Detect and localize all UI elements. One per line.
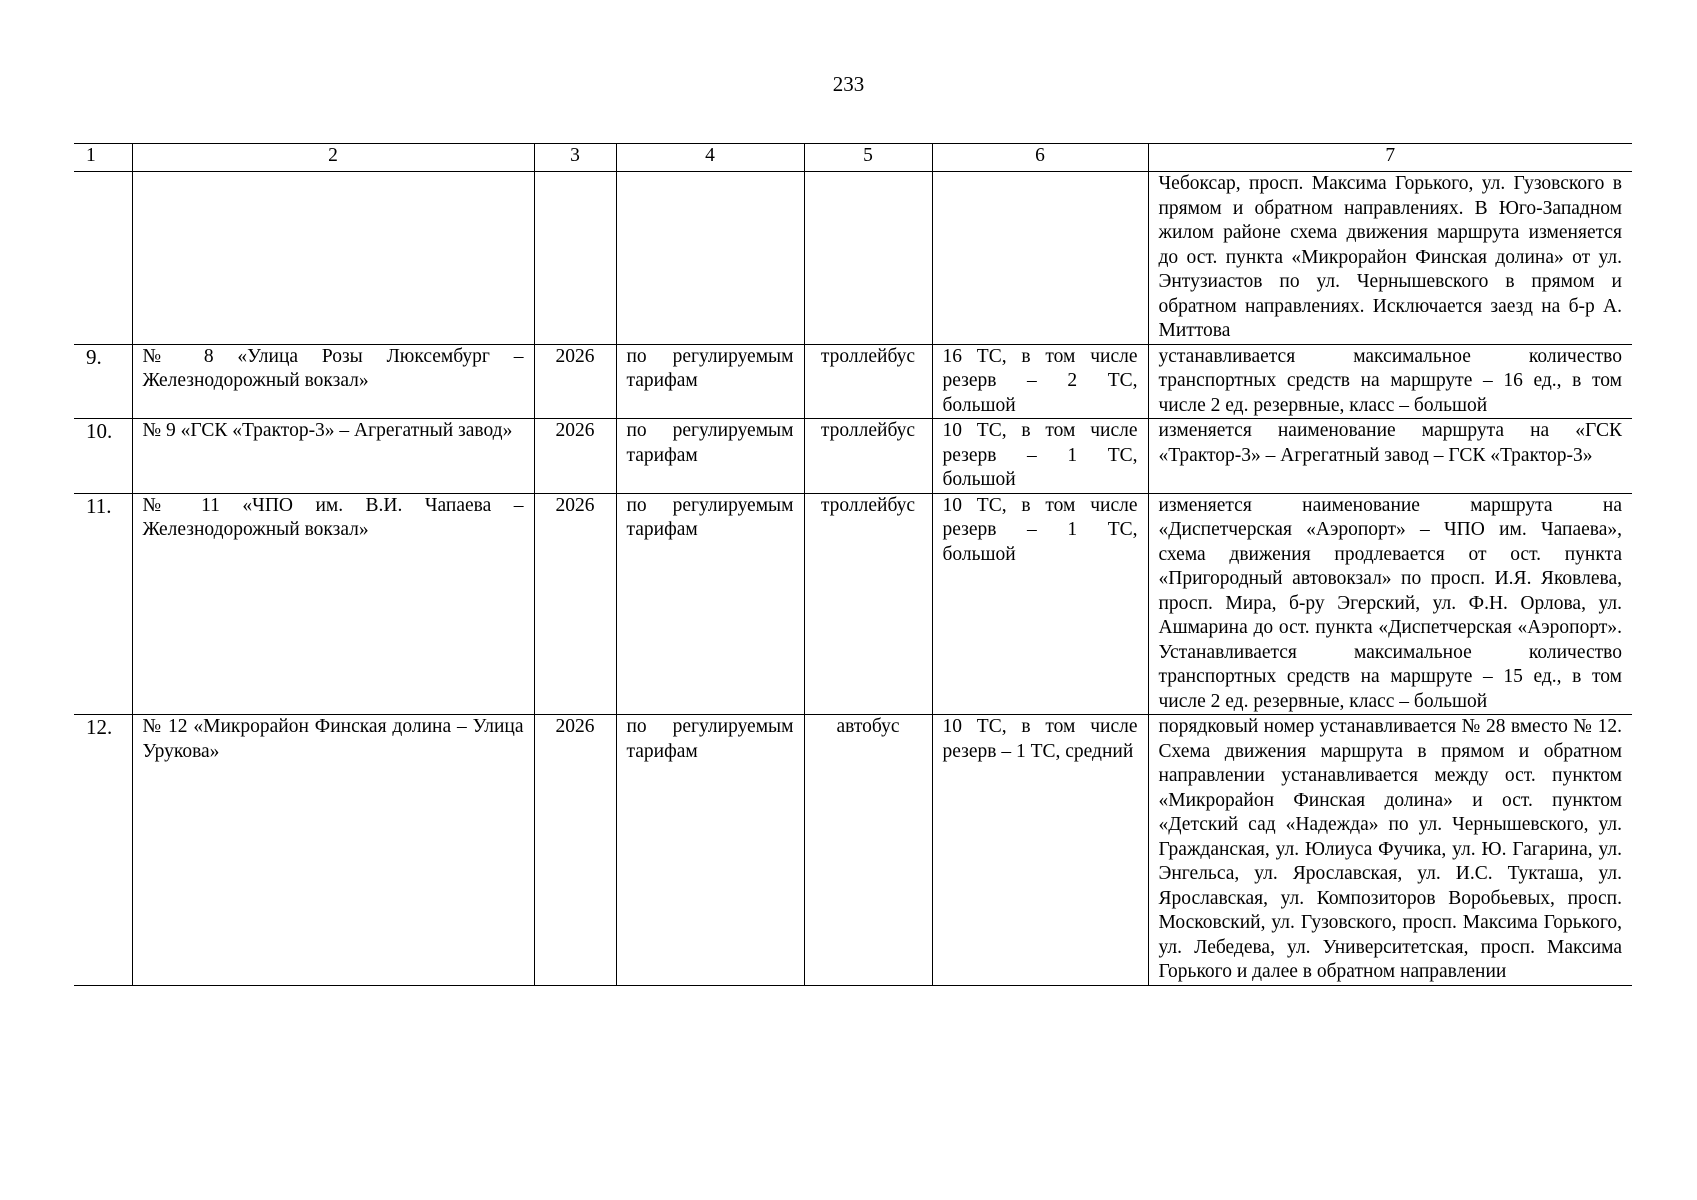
- table-row: [74, 344, 1632, 419]
- change-description: Чебоксар, просп. Максима Горького, ул. Гузовского в прямом и обратном направлениях. В Юго-Западном жилом районе схема движения маршрута изменяется до ост. пункта «Микрорайон Финская долина» от ул. Энтузиастов по ул. Чернышевского в прямом и обратном направлениях. Исключается заезд на б-р А. Миттова: [1148, 172, 1632, 345]
- vehicle-count: 10 ТС, в том числе резерв – 1 ТС, большой: [932, 419, 1148, 494]
- tariff-type: [616, 172, 804, 345]
- route-name: № 11 «ЧПО им. В.И. Чапаева – Железнодорожный вокзал»: [132, 493, 534, 715]
- column-header: 5: [804, 144, 932, 172]
- column-header: 1: [74, 144, 132, 172]
- route-name: [132, 172, 534, 345]
- row-number: 11.: [74, 493, 132, 715]
- table-header-row: [74, 144, 1632, 172]
- row-number: [74, 172, 132, 345]
- change-description: изменяется наименование маршрута на «Диспетчерская «Аэропорт» – ЧПО им. Чапаева», схема движения продлевается от ост. пункта «Пригородный автовокзал» по просп. И.Я. Яковлева, просп. Мира, б-ру Эгерский, ул. Ф.Н. Орлова, ул. Ашмарина до ост. пункта «Диспетчерская «Аэропорт». Устанавливается максимальное количество транспортных средств на маршруте – 15 ед., в том числе 2 ед. резервные, класс – большой: [1148, 493, 1632, 715]
- route-year: 2026: [534, 344, 616, 419]
- route-year: 2026: [534, 715, 616, 986]
- routes-table: [74, 143, 1632, 986]
- route-name: № 8 «Улица Розы Люксембург – Железнодорожный вокзал»: [132, 344, 534, 419]
- change-description: устанавливается максимальное количество транспортных средств на маршруте – 16 ед., в том числе 2 ед. резервные, класс – большой: [1148, 344, 1632, 419]
- page-number: 233: [832, 72, 865, 96]
- column-header: 3: [534, 144, 616, 172]
- row-number: 9.: [74, 344, 132, 419]
- row-number: 10.: [74, 419, 132, 494]
- table-row: [74, 715, 1632, 986]
- tariff-type: по регулируемым тарифам: [616, 344, 804, 419]
- route-name: № 12 «Микрорайон Финская долина – Улица Урукова»: [132, 715, 534, 986]
- vehicle-count: 16 ТС, в том числе резерв – 2 ТС, большой: [932, 344, 1148, 419]
- transport-type: троллейбус: [804, 344, 932, 419]
- vehicle-count: 10 ТС, в том числе резерв – 1 ТС, средний: [932, 715, 1148, 986]
- route-name: № 9 «ГСК «Трактор-3» – Агрегатный завод»: [132, 419, 534, 494]
- table-row: [74, 419, 1632, 494]
- tariff-type: по регулируемым тарифам: [616, 419, 804, 494]
- vehicle-count: [932, 172, 1148, 345]
- column-header: 6: [932, 144, 1148, 172]
- tariff-type: по регулируемым тарифам: [616, 715, 804, 986]
- route-year: 2026: [534, 419, 616, 494]
- route-year: 2026: [534, 493, 616, 715]
- vehicle-count: 10 ТС, в том числе резерв – 1 ТС, большой: [932, 493, 1148, 715]
- table-row: [74, 493, 1632, 715]
- table-row: [74, 172, 1632, 345]
- change-description: порядковый номер устанавливается № 28 вместо № 12. Схема движения маршрута в прямом и обратном направлении устанавливается между ост. пунктом «Микрорайон Финская долина» и ост. пунктом «Детский сад «Надежда» по ул. Чернышевского, ул. Гражданская, ул. Юлиуса Фучика, ул. Ю. Гагарина, ул. Энгельса, ул. Ярославская, ул. И.С. Тукташа, ул. Ярославская, ул. Композиторов Воробьевых, просп. Московский, ул. Гузовского, просп. Максима Горького, ул. Лебедева, ул. Университетская, просп. Максима Горького и далее в обратном направлении: [1148, 715, 1632, 986]
- change-description: изменяется наименование маршрута на «ГСК «Трактор-3» – Агрегатный завод – ГСК «Трактор-3»: [1148, 419, 1632, 494]
- column-header: 2: [132, 144, 534, 172]
- transport-type: троллейбус: [804, 419, 932, 494]
- column-header: 7: [1148, 144, 1632, 172]
- transport-type: [804, 172, 932, 345]
- row-number: 12.: [74, 715, 132, 986]
- route-year: [534, 172, 616, 345]
- tariff-type: по регулируемым тарифам: [616, 493, 804, 715]
- column-header: 4: [616, 144, 804, 172]
- transport-type: троллейбус: [804, 493, 932, 715]
- transport-type: автобус: [804, 715, 932, 986]
